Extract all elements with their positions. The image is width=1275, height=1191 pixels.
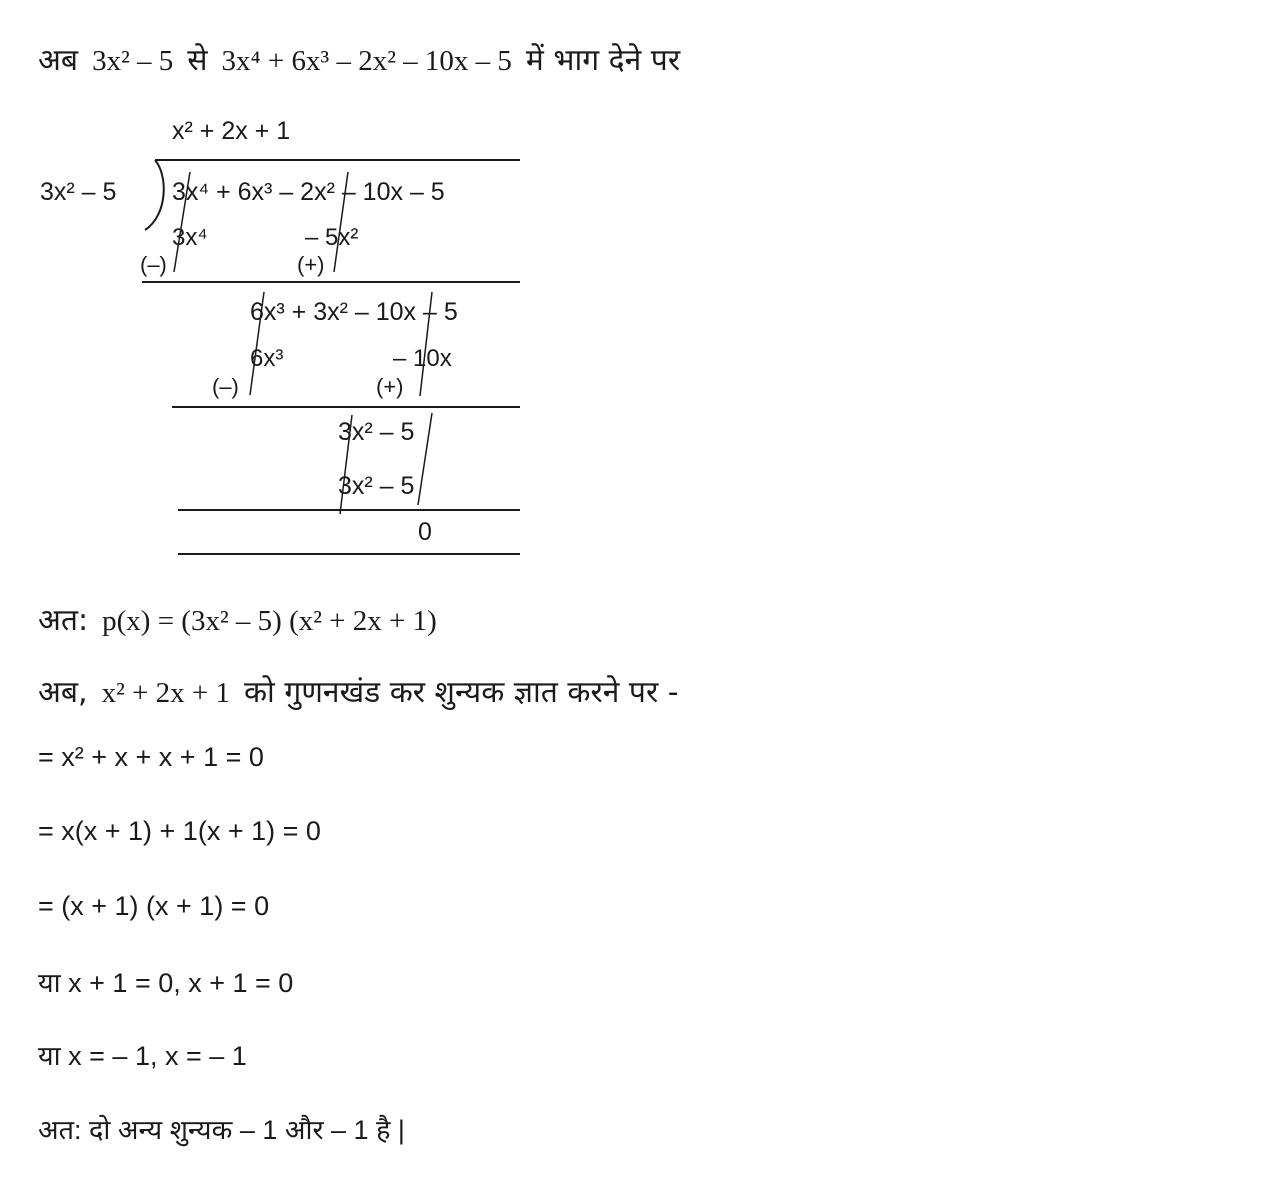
final-remainder: 0 bbox=[418, 518, 432, 546]
division-bracket bbox=[145, 160, 164, 230]
step-line-2: = x(x + 1) + 1(x + 1) = 0 bbox=[38, 816, 321, 846]
factor-intro-prefix: अब, bbox=[38, 675, 88, 710]
step-line-1: = x² + x + x + 1 = 0 bbox=[38, 742, 264, 772]
conclusion-label: अत: bbox=[38, 603, 89, 638]
remainder-1: 6x³ + 3x² – 10x – 5 bbox=[250, 298, 458, 326]
factor-intro-expression: x² + 2x + 1 bbox=[101, 677, 230, 709]
intro-divisor: 3x² – 5 bbox=[92, 45, 174, 77]
intro-suffix: में भाग देने पर bbox=[525, 43, 681, 78]
step1-subtract-b: – 5x² bbox=[305, 224, 359, 251]
intro-prefix: अब bbox=[38, 43, 79, 78]
step-line-6: अत: दो अन्य शुन्यक – 1 और – 1 है | bbox=[38, 1115, 405, 1145]
step2-subtract-b: – 10x bbox=[393, 345, 452, 372]
intro-dividend: 3x⁴ + 6x³ – 2x² – 10x – 5 bbox=[221, 45, 512, 77]
step2-subtract-a: 6x³ bbox=[250, 345, 284, 372]
division-divisor: 3x² – 5 bbox=[40, 178, 117, 206]
step1-sign-b: (+) bbox=[297, 252, 325, 277]
long-division-figure bbox=[0, 0, 1275, 580]
step-line-5: या x = – 1, x = – 1 bbox=[38, 1041, 247, 1071]
factor-intro-line bbox=[38, 670, 679, 711]
step-line-4: या x + 1 = 0, x + 1 = 0 bbox=[38, 968, 294, 998]
intro-se: से bbox=[187, 43, 208, 78]
division-dividend: 3x⁴ + 6x³ – 2x² – 10x – 5 bbox=[172, 178, 445, 206]
remainder-2: 3x² – 5 bbox=[338, 418, 415, 446]
step2-sign-a: (–) bbox=[212, 374, 239, 399]
step3-subtract: 3x² – 5 bbox=[338, 472, 415, 500]
step2-sign-b: (+) bbox=[376, 374, 404, 399]
conclusion-line bbox=[38, 598, 437, 639]
step1-subtract-a: 3x⁴ bbox=[172, 224, 208, 251]
cancel-stroke bbox=[418, 413, 432, 505]
division-quotient: x² + 2x + 1 bbox=[172, 117, 291, 145]
step-line-3: = (x + 1) (x + 1) = 0 bbox=[38, 891, 270, 921]
step1-sign-a: (–) bbox=[140, 252, 167, 277]
conclusion-expression: p(x) = (3x² – 5) (x² + 2x + 1) bbox=[102, 605, 437, 637]
factor-intro-suffix: को गुणनखंड कर शुन्यक ज्ञात करने पर - bbox=[244, 675, 679, 710]
